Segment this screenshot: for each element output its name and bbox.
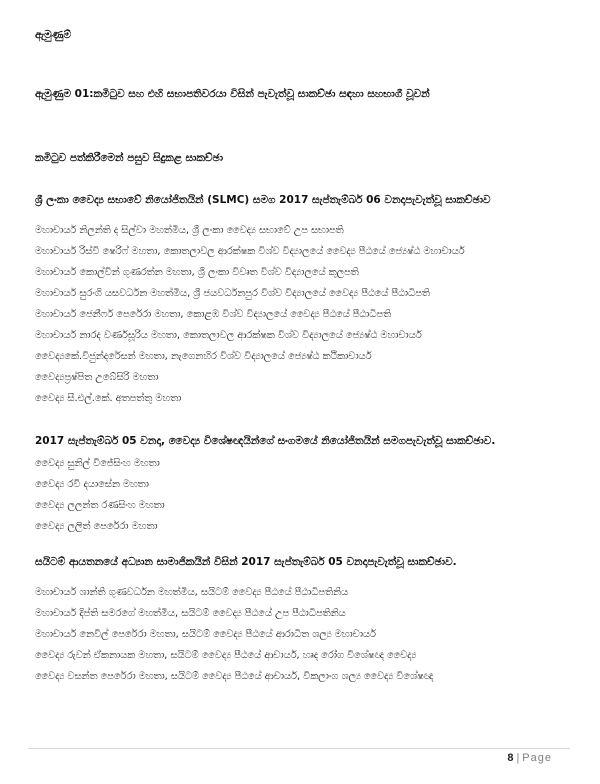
- list-item: මහාචාර්ය කොල්වින් ගුණරත්න මහතා, ශ්‍රී ලංකා විවෘත විශ්ව විද්‍යාලයේ කුලපති: [35, 267, 359, 278]
- subheading: කමිටුව පත්කිරීමෙන් පසුව සිදුකළ සාකච්ඡා: [35, 152, 224, 164]
- list-item: මහාචාර්ය නාරද වර්ණසූරිය මහතා, කොතලාවල ආරක්ෂක විශ්ව විද්‍යාලයේ ජ්‍යෙෂ්ඨ මහාචාර්ය: [35, 330, 422, 341]
- section-3-title: සයිටම් ආයතනයේ අධ්‍යාන සාමාජිකයින් විසින් 2017 සැප්තැම්බර් 05 වනදාපැවැත්වූ සාකච්ඡාව.: [35, 556, 457, 568]
- list-item: මහාචාර්ය නිලන්ති ද සිල්වා මහත්මිය, ශ්‍රී ලංකා වෛද්‍ය සභාවේ උප සභාපති: [35, 225, 344, 236]
- list-item: මහාචාර්ය ජෙනීෆර් පෙරේරා මහතා, කොළඹ විශ්ව විද්‍යාලයේ වෛද්‍ය පීඨයේ පීඨාධිපති: [35, 309, 392, 320]
- page-footer: [507, 752, 552, 764]
- list-item: මහාචාර්ය නෙවිල් පෙරේරා මහතා, සයිටම් වෛද්‍ය පීඨයේ ආරාධිත ශල්‍ය මහාචාර්ය: [35, 629, 376, 640]
- list-item: වෛද්‍යප්‍රෂ්පිත උබේසිරි මහතා: [35, 372, 159, 383]
- list-item: වෛද්‍ය රවි දයාසේන මහතා: [35, 479, 149, 490]
- section-2-title: 2017 සැප්තැම්බර් 05 වනදා, වෛද්‍ය විශේෂඥයින්ගේ සංගමයේ නියෝජිතයින් සමගපැවැත්වූ සාකච්ඡාව.: [35, 435, 496, 447]
- page-number: 8: [507, 752, 514, 764]
- list-item: වෛද්‍ය වසන්ත පෙරේරා මහතා, සයිටම් වෛද්‍ය පීඨයේ ආචාර්ය, විකලාංග ශල්‍ය වෛද්‍ය විශේෂඥ: [35, 671, 434, 682]
- list-item: මහාචාර්ය දිප්ති සමරගේ මහත්මිය, සයිටම් වෛද්‍ය පීඨයේ උප පීඨාධිපතිනිය: [35, 608, 346, 619]
- list-item: වෛද්‍යකේ.විජුන්දරේසන් මහතා, නැගෙනහිර විශ්ව විද්‍යාලයේ ජ්‍යෙෂ්ඨ කථිකාචාර්ය: [35, 351, 372, 362]
- page-heading: ඇමුණුම්: [35, 29, 72, 41]
- list-item: මහාචාර්ය සුරංගි යසවර්ධන මහත්මිය, ශ්‍රී ජයවර්ධනපුර විශ්ව විද්‍යාලයේ වෛද්‍ය පීඨයේ පීඨාධිපති: [35, 288, 430, 299]
- section-1-title: ශ්‍රී ලංකා වෛද්‍ය සභාවේ නියෝජිතයින් (SLMC) සමග 2017 සැප්තැම්බර් 06 වනදාපැවැත්වූ සාකච්ඡාව: [35, 194, 491, 206]
- page-label: Page: [522, 752, 552, 764]
- annex-title: ඇමුණුම 01:කමිටුව සහ එහි සභාපතිවරයා විසින් පැවැත්වූ සාකච්ඡා සඳහා සහභාගී වූවන්: [35, 88, 430, 100]
- list-item: මහාචාර්ය ශාන්ති ගුණවර්ධන මහත්මිය, සයිටම් වෛද්‍ය පීඨයේ පීඨාධිපතිනිය: [35, 587, 349, 598]
- list-item: වෛද්‍ය ලලන්ත රණසිංහ මහතා: [35, 500, 165, 511]
- footer-divider: [28, 748, 570, 749]
- list-item: වෛද්‍ය රුවන් ඒකනායක මහතා, සයිටම් වෛද්‍ය පීඨයේ ආචාර්ය, හෘද රෝග විශේෂඥ වෛද්‍ය: [35, 650, 417, 661]
- list-item: වෛද්‍ය ලලිත් පෙරේරා මහතා: [35, 521, 158, 532]
- footer-separator: |: [516, 752, 520, 764]
- list-item: මහාචාර්ය රිස්වි ෂෙරිෆ් මහතා, කොතලාවල ආරක්ෂක විශ්ව විද්‍යාලයේ වෛද්‍ය පීඨයේ ජ්‍යෙෂ්ඨ මහාචාර්ය: [35, 246, 465, 257]
- list-item: වෛද්‍ය සී.එල්.කේ. අතපත්තු මහතා: [35, 393, 182, 404]
- list-item: වෛද්‍ය සුනිල් විජේසිංහ මහතා: [35, 458, 160, 469]
